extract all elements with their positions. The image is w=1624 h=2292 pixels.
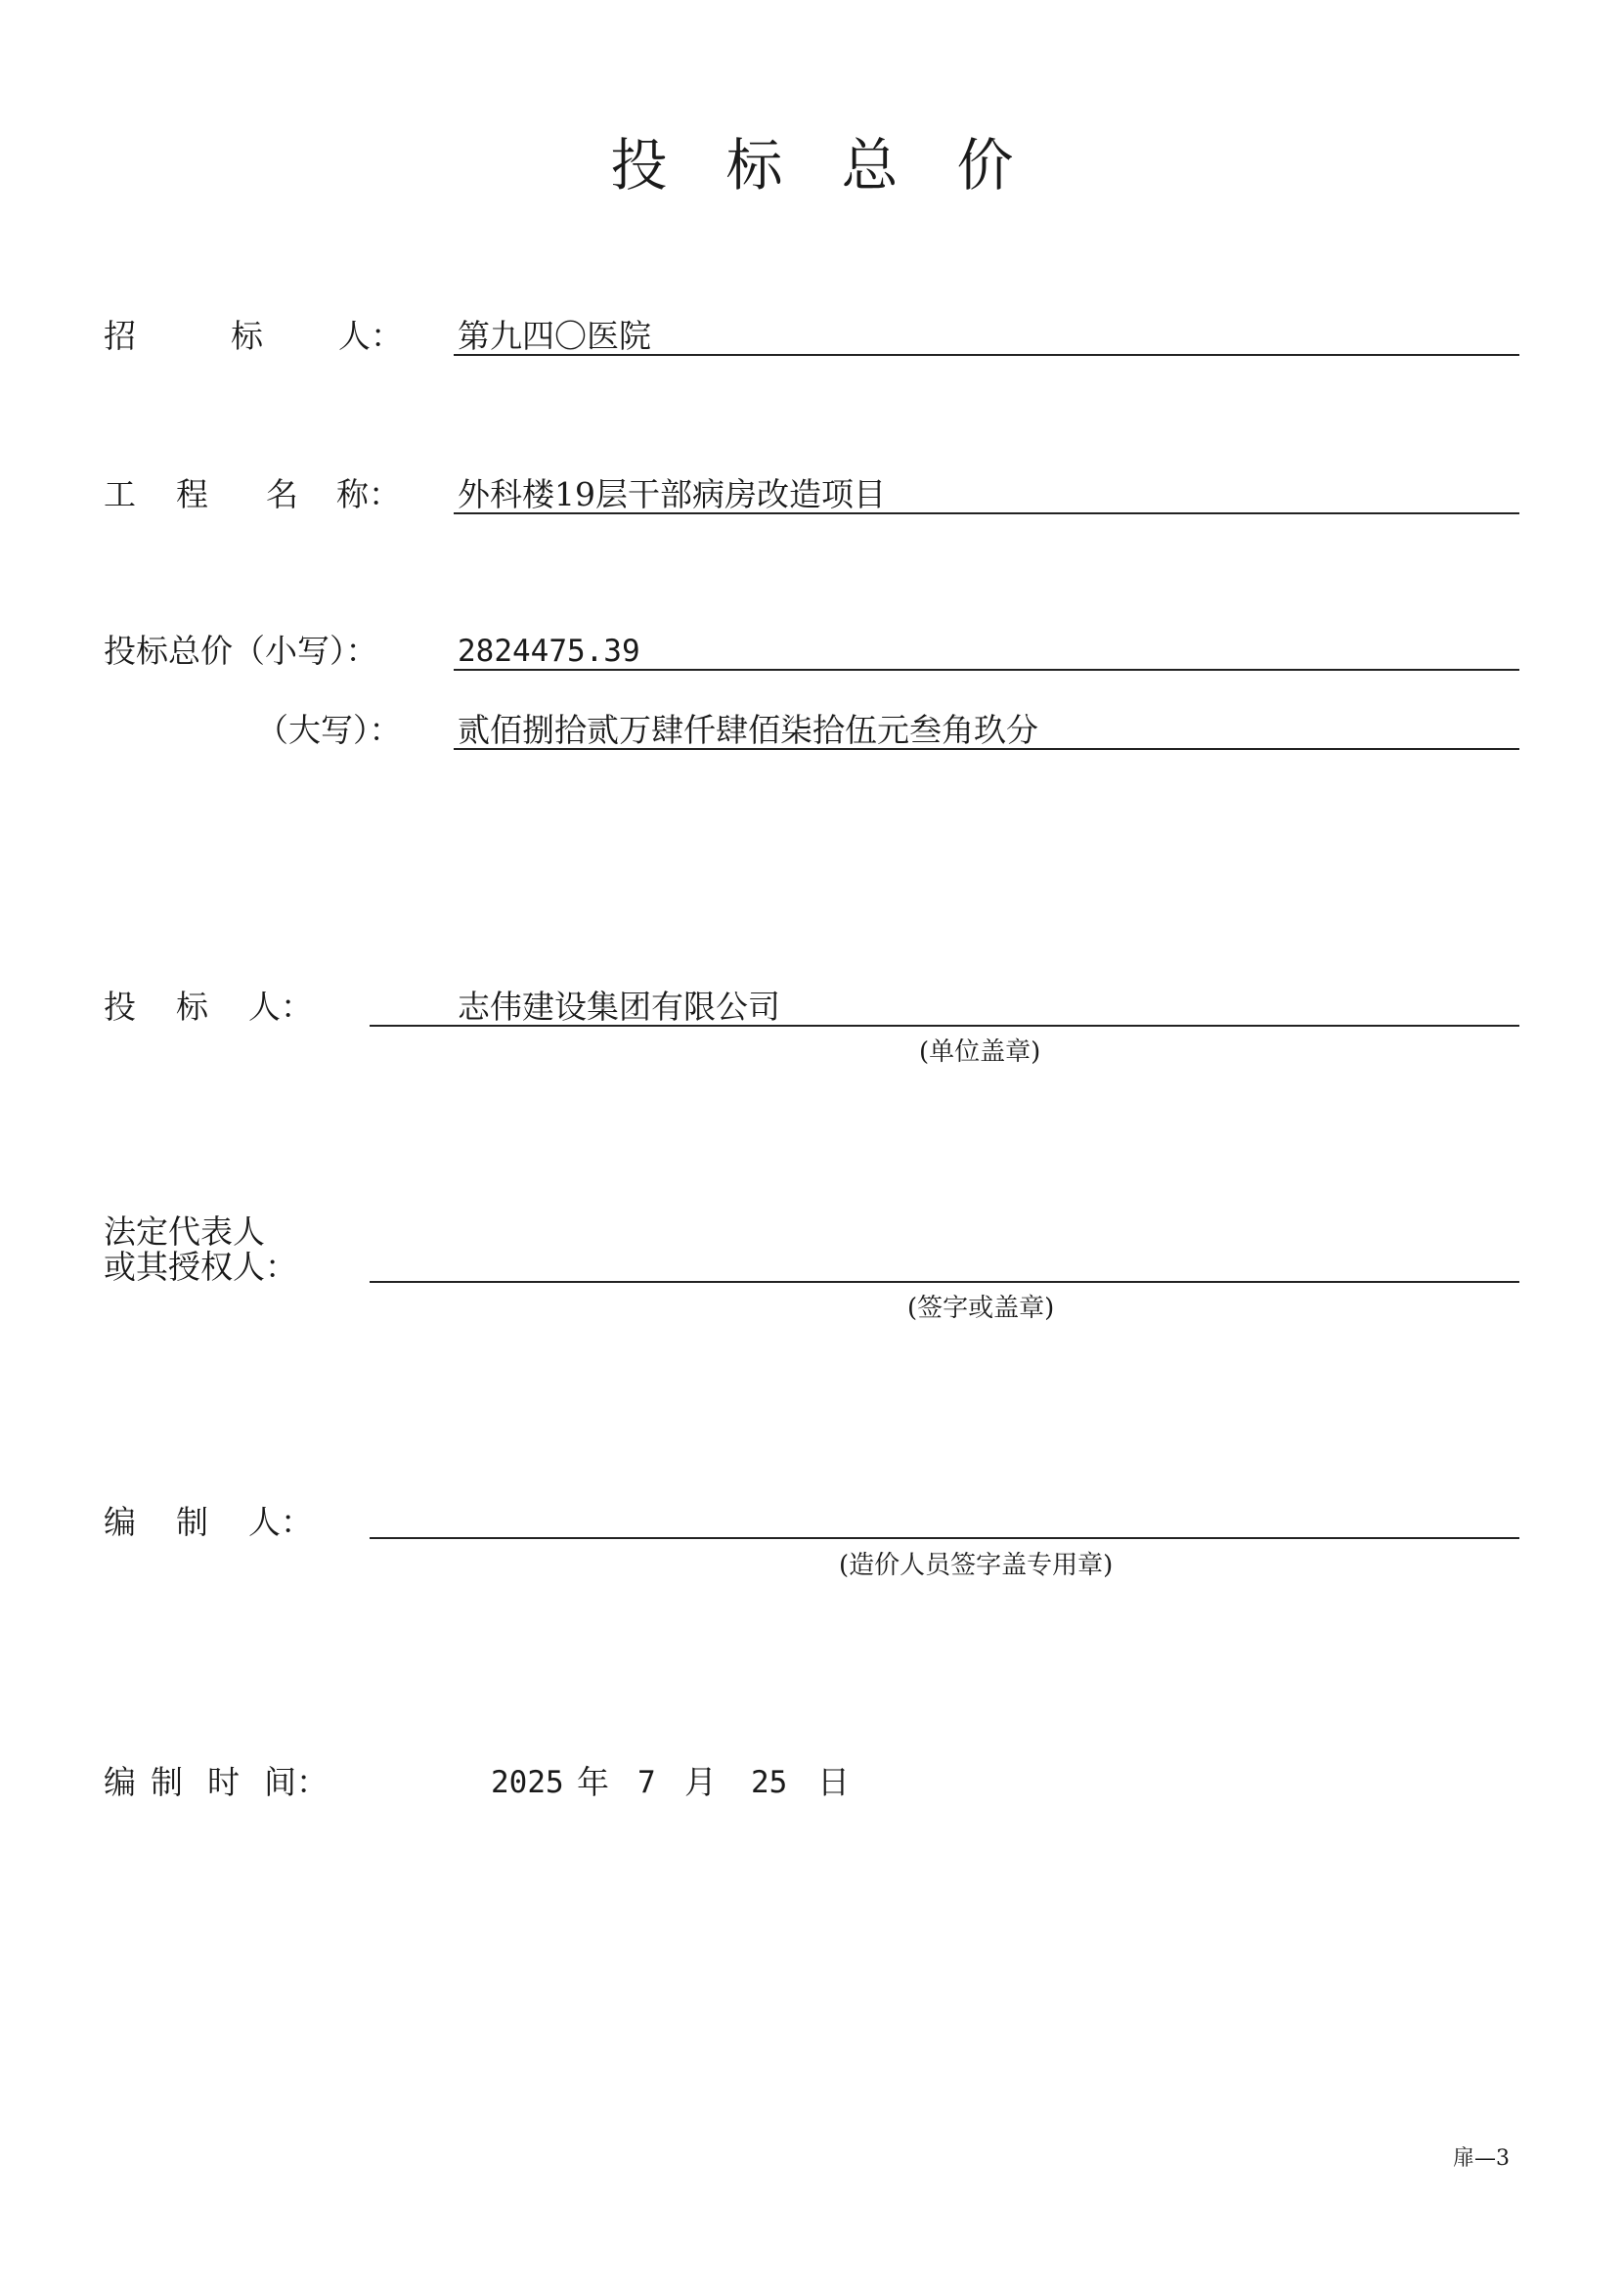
label-char: 招 xyxy=(104,317,136,355)
page-title xyxy=(0,119,1624,201)
label-char: 工 xyxy=(104,475,136,513)
project-underline xyxy=(454,512,1519,514)
legal-rep-underline xyxy=(370,1281,1519,1283)
title-char: 投 xyxy=(610,132,668,198)
title-char: 标 xyxy=(725,132,783,198)
legal-rep-label-line2: 或其授权人： xyxy=(104,1248,297,1286)
compile-day-unit: 日 xyxy=(817,1763,850,1801)
label-char: 时 xyxy=(207,1763,240,1801)
tenderer-value: 第九四〇医院 xyxy=(458,317,651,355)
label-char: 程 xyxy=(176,475,208,513)
label-char: 编 xyxy=(104,1503,136,1541)
legal-rep-label-line1: 法定代表人 xyxy=(104,1212,265,1251)
compiler-underline xyxy=(370,1537,1519,1539)
compile-day: 25 xyxy=(751,1765,788,1800)
title-char: 价 xyxy=(956,132,1014,198)
label-char: 制 xyxy=(176,1503,208,1541)
bidder-underline xyxy=(370,1025,1519,1027)
label-char: 制 xyxy=(151,1763,183,1801)
project-value: 外科楼19层干部病房改造项目 xyxy=(458,475,886,513)
compile-year-unit: 年 xyxy=(577,1763,609,1801)
total-upper-value: 贰佰捌拾贰万肆仟肆佰柒拾伍元叁角玖分 xyxy=(458,711,1038,749)
total-upper-underline xyxy=(454,748,1519,750)
label-char: 人： xyxy=(338,317,403,355)
bidder-seal-note: (单位盖章) xyxy=(919,1037,1041,1067)
compile-month-unit: 月 xyxy=(684,1763,717,1801)
page-number: 扉—3 xyxy=(1453,2146,1510,2171)
total-lower-label: 投标总价（小写）： xyxy=(104,632,378,670)
total-lower-underline xyxy=(454,669,1519,671)
label-char: 名 xyxy=(266,475,298,513)
label-char: 间： xyxy=(264,1763,329,1801)
label-char: 编 xyxy=(104,1763,136,1801)
compile-month: 7 xyxy=(637,1765,656,1800)
compile-year: 2025 xyxy=(491,1765,564,1800)
label-char: 人： xyxy=(248,1503,313,1541)
label-char: 称： xyxy=(336,475,401,513)
label-char: 标 xyxy=(176,988,208,1026)
total-upper-label: （大写）： xyxy=(256,711,402,749)
compiler-seal-note: (造价人员签字盖专用章) xyxy=(839,1551,1114,1580)
total-lower-value: 2824475.39 xyxy=(458,634,640,669)
bidder-value: 志伟建设集团有限公司 xyxy=(458,988,780,1026)
label-char: 人： xyxy=(248,988,313,1026)
label-char: 标 xyxy=(231,317,263,355)
label-char: 投 xyxy=(104,988,136,1026)
tenderer-underline xyxy=(454,354,1519,356)
legal-rep-sign-note: (签字或盖章) xyxy=(907,1294,1055,1323)
title-char: 总 xyxy=(841,132,899,198)
